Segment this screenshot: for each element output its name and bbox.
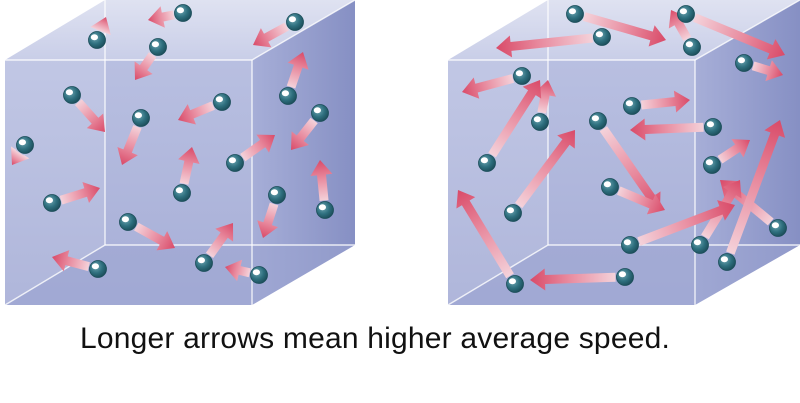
molecule-highlight [198, 257, 205, 263]
molecule-highlight [509, 278, 516, 284]
molecule-highlight [507, 207, 514, 213]
molecule-highlight [534, 116, 541, 122]
molecule-ball [287, 14, 304, 31]
molecule-ball [174, 185, 191, 202]
molecule-highlight [314, 107, 321, 113]
molecule-highlight [694, 239, 701, 245]
molecule-highlight [619, 271, 626, 277]
molecule [150, 39, 167, 56]
molecule [594, 29, 611, 46]
molecule-ball [507, 276, 524, 293]
molecule-highlight [253, 269, 260, 275]
molecule-ball [196, 255, 213, 272]
molecule-highlight [772, 222, 779, 228]
molecule [602, 179, 619, 196]
molecule-highlight [626, 100, 633, 106]
molecule-highlight [135, 112, 142, 118]
molecule [133, 110, 150, 127]
molecule [44, 195, 61, 212]
molecule-highlight [152, 41, 159, 47]
molecule-highlight [481, 157, 488, 163]
molecule [175, 5, 192, 22]
molecule-ball [269, 187, 286, 204]
molecule-ball [44, 195, 61, 212]
molecule-highlight [680, 8, 687, 14]
molecule-ball [705, 119, 722, 136]
molecule-ball [227, 155, 244, 172]
molecule [287, 14, 304, 31]
molecule-ball [692, 237, 709, 254]
molecule-ball [120, 214, 137, 231]
molecule-highlight [91, 34, 98, 40]
molecule-ball [678, 6, 695, 23]
molecule-ball [719, 254, 736, 271]
molecule [736, 55, 753, 72]
molecule-ball [567, 6, 584, 23]
molecule [90, 261, 107, 278]
molecule [120, 214, 137, 231]
molecule [196, 255, 213, 272]
molecule-ball [594, 29, 611, 46]
molecule [269, 187, 286, 204]
molecule-ball [89, 32, 106, 49]
molecule [617, 269, 634, 286]
molecule-ball [312, 105, 329, 122]
molecule [280, 88, 297, 105]
molecule [505, 205, 522, 222]
molecule [678, 6, 695, 23]
molecule-ball [622, 237, 639, 254]
molecule [251, 267, 268, 284]
molecule-ball [617, 269, 634, 286]
molecule-ball [602, 179, 619, 196]
molecule-highlight [738, 57, 745, 63]
molecule-highlight [176, 187, 183, 193]
molecule [622, 237, 639, 254]
molecule-ball [280, 88, 297, 105]
molecule-highlight [282, 90, 289, 96]
molecule-highlight [177, 7, 184, 13]
molecule-highlight [569, 8, 576, 14]
molecule-ball [175, 5, 192, 22]
molecule-ball [624, 98, 641, 115]
molecule [514, 68, 531, 85]
molecule-ball [317, 202, 334, 219]
molecule-highlight [46, 197, 53, 203]
molecule-ball [64, 87, 81, 104]
molecule [532, 114, 549, 131]
molecule [705, 119, 722, 136]
molecule-highlight [604, 181, 611, 187]
molecule [227, 155, 244, 172]
molecule-highlight [624, 239, 631, 245]
molecule [17, 137, 34, 154]
molecule-highlight [707, 121, 714, 127]
molecule-highlight [66, 89, 73, 95]
molecule-highlight [516, 70, 523, 76]
molecule-highlight [122, 216, 129, 222]
molecule [684, 39, 701, 56]
molecule-highlight [706, 159, 713, 165]
molecule-highlight [271, 189, 278, 195]
molecule-ball [532, 114, 549, 131]
molecule-highlight [216, 96, 223, 102]
molecule-highlight [686, 41, 693, 47]
molecule [624, 98, 641, 115]
molecule [214, 94, 231, 111]
molecule-ball [736, 55, 753, 72]
molecule-highlight [92, 263, 99, 269]
molecule [64, 87, 81, 104]
molecule [567, 6, 584, 23]
molecule [507, 276, 524, 293]
molecule-highlight [289, 16, 296, 22]
molecule [174, 185, 191, 202]
molecule-ball [17, 137, 34, 154]
molecule [692, 237, 709, 254]
molecule-ball [590, 113, 607, 130]
molecule-ball [150, 39, 167, 56]
molecule-highlight [592, 115, 599, 121]
molecule-highlight [721, 256, 728, 262]
molecule-ball [90, 261, 107, 278]
molecule-highlight [319, 204, 326, 210]
molecule [719, 254, 736, 271]
molecule-highlight [596, 31, 603, 37]
molecule [312, 105, 329, 122]
molecule-ball [214, 94, 231, 111]
molecule [770, 220, 787, 237]
molecule-ball [514, 68, 531, 85]
molecule-ball [770, 220, 787, 237]
molecule-ball [251, 267, 268, 284]
molecule-ball [505, 205, 522, 222]
molecule [317, 202, 334, 219]
caption: Longer arrows mean higher average speed. [79, 322, 671, 355]
molecule [89, 32, 106, 49]
molecule-highlight [229, 157, 236, 163]
molecule-ball [684, 39, 701, 56]
molecule-ball [133, 110, 150, 127]
molecule [590, 113, 607, 130]
molecule [704, 157, 721, 174]
molecule-ball [704, 157, 721, 174]
molecule-ball [479, 155, 496, 172]
molecule [479, 155, 496, 172]
molecule-highlight [19, 139, 26, 145]
